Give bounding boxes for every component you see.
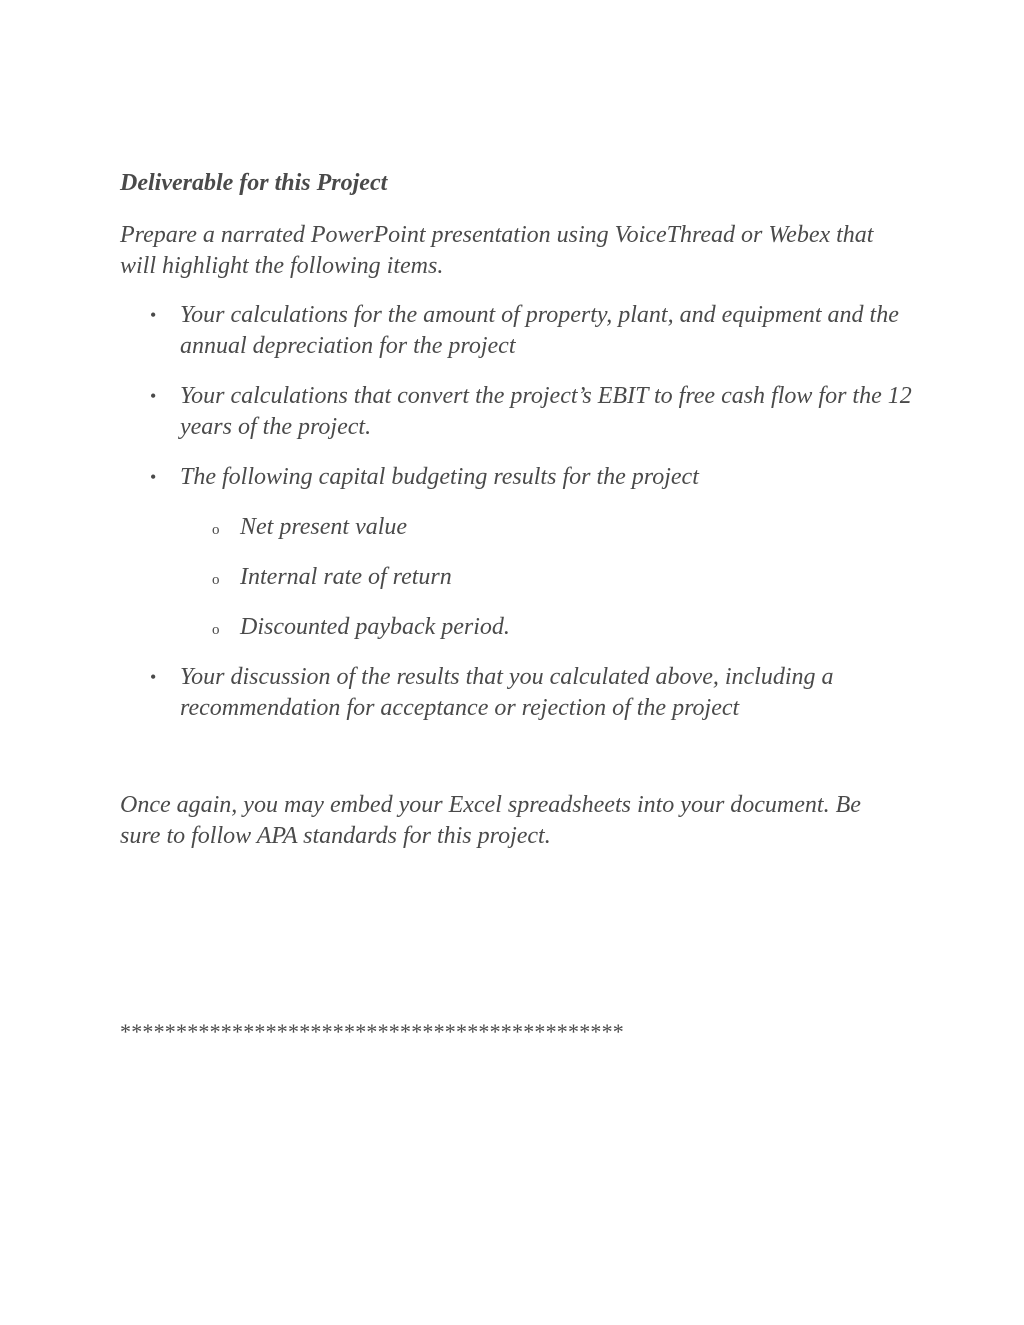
- document-page: [120, 0, 920, 1325]
- sub-list-item-text: Internal rate of return: [240, 564, 452, 590]
- list-item: [120, 300, 920, 362]
- bullet-icon: •: [150, 667, 157, 687]
- deliverables-list: [120, 300, 920, 743]
- section-heading: Deliverable for this Project: [120, 170, 388, 196]
- circle-bullet-icon: o: [212, 622, 220, 638]
- list-item-text: Your calculations that convert the project’s EBIT to free cash flow for the 12 years of the project.: [180, 383, 912, 440]
- circle-bullet-icon: o: [212, 572, 220, 588]
- sub-list-item: [120, 512, 920, 543]
- closing-paragraph: Once again, you may embed your Excel spreadsheets into your document. Be sure to follow APA standards for this project.: [120, 792, 861, 849]
- sub-list-item: [120, 562, 920, 593]
- bullet-icon: •: [150, 305, 157, 325]
- sub-list-item-text: Discounted payback period.: [240, 614, 510, 640]
- list-item: [120, 462, 920, 493]
- sub-list-item: [120, 612, 920, 643]
- circle-bullet-icon: o: [212, 522, 220, 538]
- sub-list-item-text: Net present value: [240, 514, 408, 540]
- intro-paragraph: Prepare a narrated PowerPoint presentation using VoiceThread or Webex that will highlight the following items.: [120, 222, 874, 279]
- list-item-text: Your discussion of the results that you calculated above, including a recommendation for acceptance or rejection of the project: [180, 664, 834, 721]
- bullet-icon: •: [150, 386, 157, 406]
- list-item-text: Your calculations for the amount of property, plant, and equipment and the annual depreciation for the project: [180, 302, 899, 359]
- bullet-icon: •: [150, 467, 157, 487]
- list-item: [120, 381, 920, 443]
- list-item: [120, 662, 920, 724]
- list-item-text: The following capital budgeting results for the project: [180, 464, 699, 490]
- separator-line: *********************************************: [120, 1019, 624, 1044]
